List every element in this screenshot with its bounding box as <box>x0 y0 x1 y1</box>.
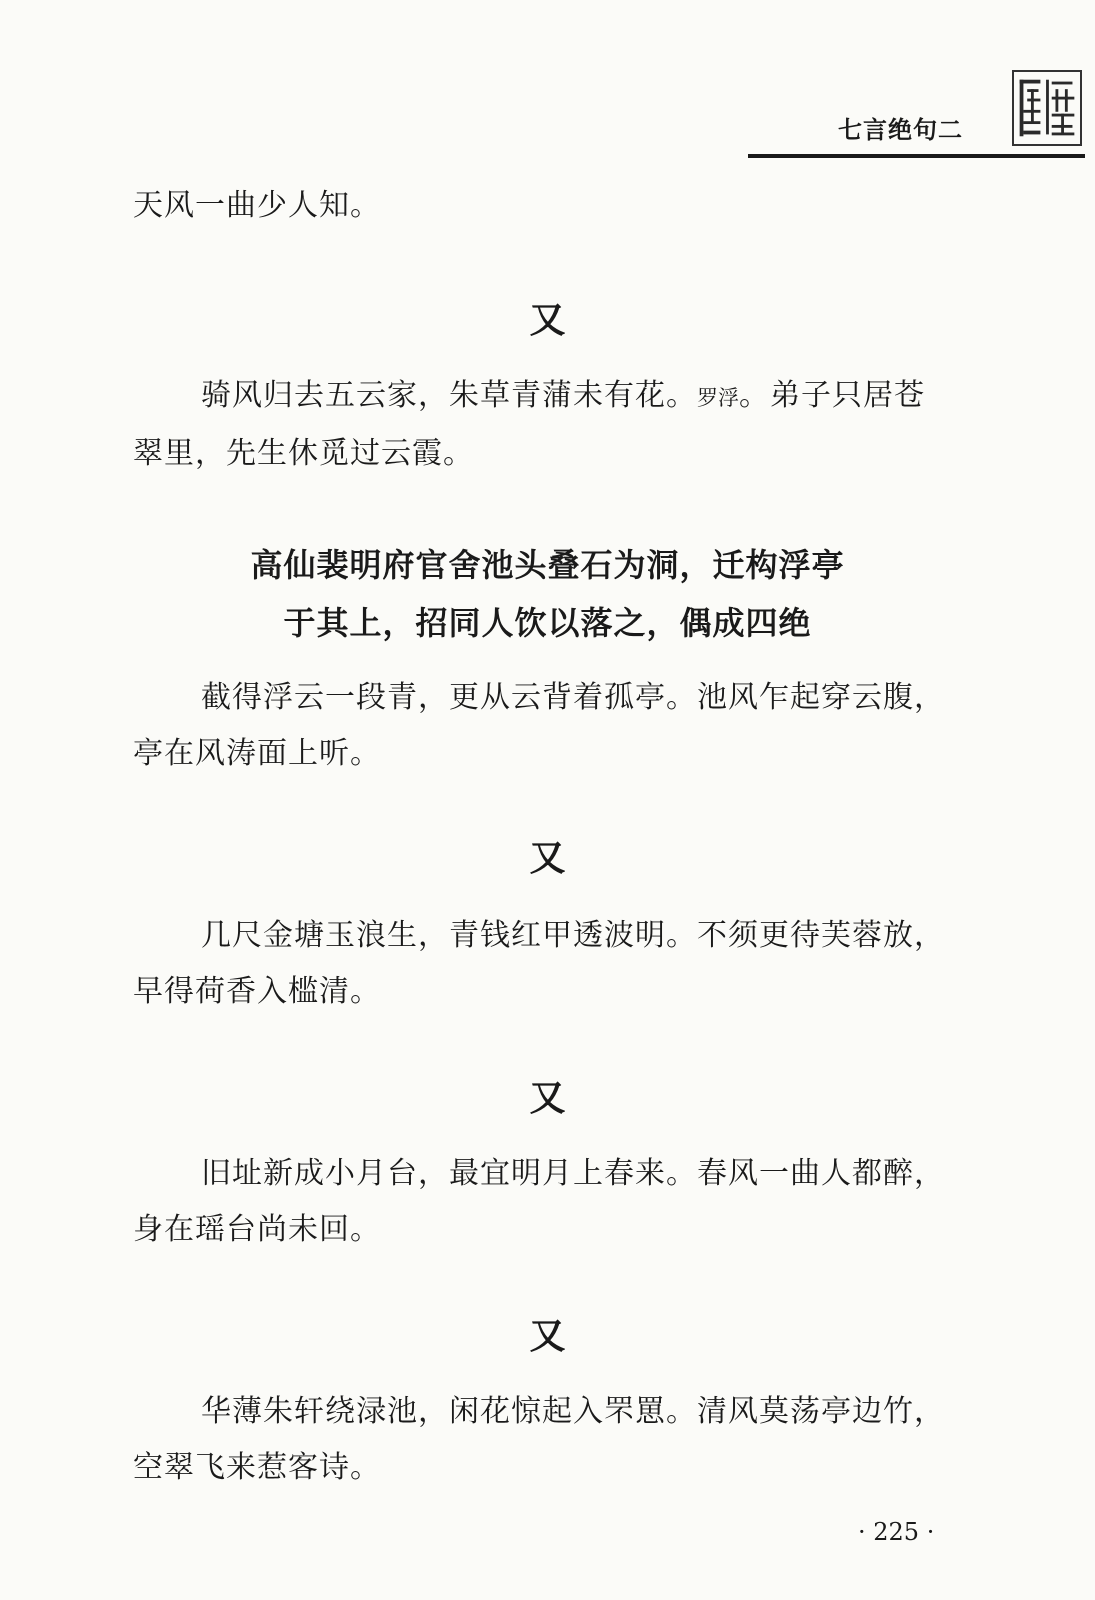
poem-text: 几尺金塘玉浪生，青钱红甲透波明。不须更待芙蓉放， 早得荷香入槛清。 <box>133 918 945 1009</box>
poem-title: 高仙裴明府官舍池头叠石为洞，迁构浮亭 于其上，招同人饮以落之，偶成四绝 <box>250 546 845 642</box>
header-rule <box>748 154 1085 158</box>
poem-heading-you: 又 <box>529 300 566 341</box>
running-header: 七言绝句二 <box>838 116 963 144</box>
inline-note: 罗浮 <box>697 386 739 410</box>
seal-stamp-icon <box>1012 70 1082 146</box>
poem-text: 截得浮云一段青，更从云背着孤亭。池风乍起穿云腹， 亭在风涛面上听。 <box>133 680 945 771</box>
continuation-line: 天风一曲少人知。 <box>133 188 381 223</box>
poem-heading-you: 又 <box>529 838 566 879</box>
poem-text: 华薄朱轩绕渌池，闲花惊起入罘罳。清风莫荡亭边竹， 空翠飞来惹客诗。 <box>133 1394 945 1485</box>
poem-heading-you: 又 <box>529 1078 566 1119</box>
poem-heading-you: 又 <box>529 1316 566 1357</box>
poem-text: 旧址新成小月台，最宜明月上春来。春风一曲人都醉， 身在瑶台尚未回。 <box>133 1156 945 1247</box>
poem-text: 骑风归去五云家，朱草青蒲未有花。罗浮。弟子只居苍 翠里，先生休觅过云霞。 <box>133 378 925 471</box>
page-number: · 225 · <box>858 1518 935 1546</box>
